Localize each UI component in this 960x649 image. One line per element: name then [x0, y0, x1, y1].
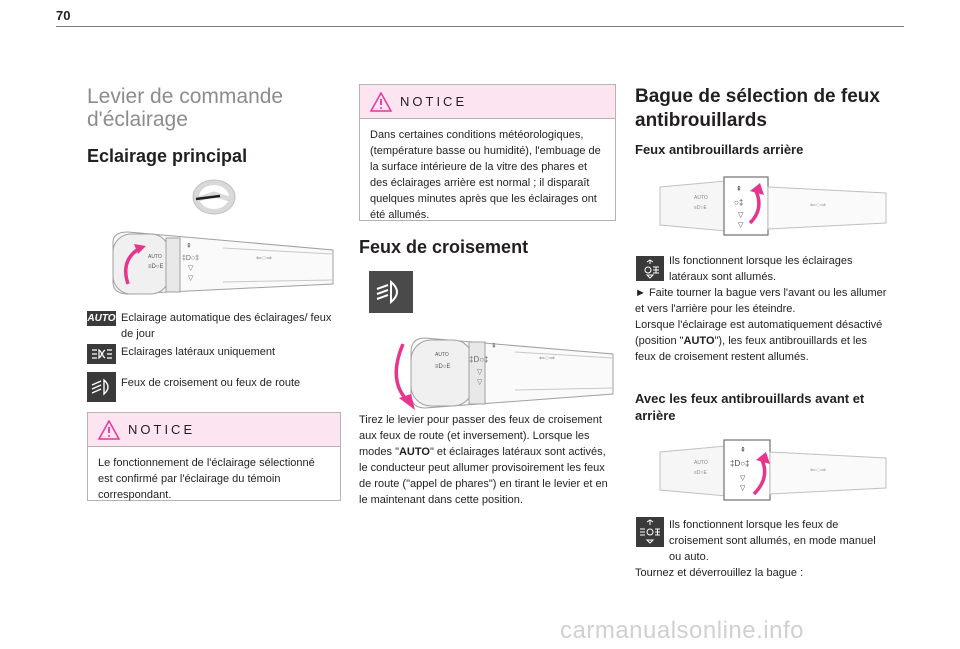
notice-label: NOTICE — [128, 422, 196, 437]
section-title-main-lighting: Eclairage principal — [87, 146, 248, 166]
svg-text:≡D○E: ≡D○E — [435, 364, 451, 370]
lever-auto-label: AUTO — [148, 254, 162, 260]
svg-text:AUTO: AUTO — [694, 195, 708, 201]
section-title-fog-lights: Bague de sélection de feux antibrouillards — [635, 86, 880, 131]
svg-text:○‡: ○‡ — [734, 198, 744, 207]
svg-text:≡D○E: ≡D○E — [148, 264, 164, 270]
low-beam-paragraph: Tirez le levier pour passer des feux de croisement aux feux de route (et inversement). Lorsque les modes "AUTO" et éclairages latéraux sont activés, le conducteur peut allumer provisoirement les feux de route ("appel de phares") en tirant le levier et en le maintenant dans cette position. — [359, 414, 608, 506]
low-beam-description: Feux de croisement ou feux de route — [121, 377, 301, 389]
subsection-rear-fog: Feux antibrouillards arrière — [635, 142, 804, 157]
fog-ring-rear-illustration — [650, 167, 888, 243]
svg-text:▽: ▽ — [740, 475, 746, 482]
svg-text:≡D○E: ≡D○E — [694, 470, 707, 476]
notice-box-condensation — [359, 84, 616, 221]
svg-text:▽: ▽ — [740, 485, 746, 492]
svg-text:‡D○‡: ‡D○‡ — [182, 255, 200, 262]
front-rear-fog-instruction: Tournez et déverrouillez la bague : — [635, 567, 804, 579]
auto-mode-description: Eclairage automatique des éclairages/ feux de jour — [121, 312, 332, 340]
warning-icon — [98, 420, 120, 440]
side-lights-description: Eclairages latéraux uniquement — [121, 346, 276, 358]
svg-text:‡D○‡: ‡D○‡ — [469, 355, 489, 364]
auto-icon: AUTO — [87, 313, 116, 324]
svg-text:⇐○⇒: ⇐○⇒ — [539, 355, 555, 362]
side-lights-icon — [87, 344, 116, 364]
svg-text:▽: ▽ — [477, 379, 483, 386]
front-rear-fog-lights-icon — [636, 517, 664, 547]
svg-text:⇞: ⇞ — [740, 447, 746, 454]
notice-text: Le fonctionnement de l'éclairage sélectionné est confirmé par l'éclairage du témoin correspondant. — [98, 457, 315, 501]
subsection-front-rear-fog: Avec les feux antibrouillards avant et arrière — [635, 391, 865, 423]
svg-text:▽: ▽ — [188, 265, 194, 272]
chapter-title: Levier de commande d'éclairage — [87, 85, 284, 131]
svg-text:⇐○⇒: ⇐○⇒ — [256, 255, 272, 262]
lever-auto-label: AUTO — [435, 352, 449, 358]
low-beam-high-beam-icon — [369, 271, 413, 313]
svg-text:⇐○⇒: ⇐○⇒ — [810, 467, 826, 474]
notice-header — [360, 85, 615, 119]
svg-text:AUTO: AUTO — [694, 460, 708, 466]
lighting-stalk-pull-illustration — [365, 324, 615, 418]
notice-label: NOTICE — [400, 94, 468, 109]
svg-text:▽: ▽ — [188, 275, 194, 282]
rear-fog-condition-text: Ils fonctionnent lorsque les éclairages latéraux sont allumés. — [669, 255, 853, 283]
low-beam-icon — [87, 372, 116, 402]
notice-header — [88, 413, 340, 447]
rear-fog-auto-note: Lorsque l'éclairage est automatiquement désactivé (position "AUTO"), les feux antibrouillards et les feux de croisement restent allumés. — [635, 319, 883, 363]
front-rear-fog-condition-text: Ils fonctionnent lorsque les feux de croisement sont allumés, en mode manuel ou auto. — [669, 519, 876, 563]
steering-wheel-icon — [190, 177, 238, 217]
warning-icon — [370, 92, 392, 112]
lighting-stalk-illustration — [108, 224, 340, 302]
svg-text:⇞: ⇞ — [736, 186, 742, 193]
section-title-low-beam: Feux de croisement — [359, 237, 529, 257]
svg-text:‡D○‡: ‡D○‡ — [730, 459, 750, 468]
watermark: carmanualsonline.info — [560, 617, 804, 644]
svg-text:⇞: ⇞ — [491, 343, 497, 350]
svg-text:▽: ▽ — [477, 369, 483, 376]
svg-text:▽: ▽ — [738, 212, 744, 219]
notice-box-confirmation — [87, 412, 341, 501]
page-number: 70 — [56, 8, 71, 23]
svg-text:≡D○E: ≡D○E — [694, 205, 707, 211]
rear-fog-lights-icon — [636, 256, 664, 281]
svg-text:⇐○⇒: ⇐○⇒ — [810, 202, 826, 209]
svg-text:▽: ▽ — [738, 222, 744, 229]
fog-ring-front-rear-illustration — [650, 432, 888, 508]
svg-text:⇞: ⇞ — [186, 243, 192, 250]
rear-fog-instruction: ► Faite tourner la bague vers l'avant ou les allumer et vers l'arrière pour les éteindre. — [635, 287, 887, 315]
notice-text: Dans certaines conditions météorologiques, (température basse ou humidité), l'embuage de la surface intérieure de la vitre des phares et des éclairages arrière est normal ; il disparaît quelques minutes après que les éclairages ont été allumés. — [370, 129, 601, 221]
header-divider — [56, 26, 904, 27]
